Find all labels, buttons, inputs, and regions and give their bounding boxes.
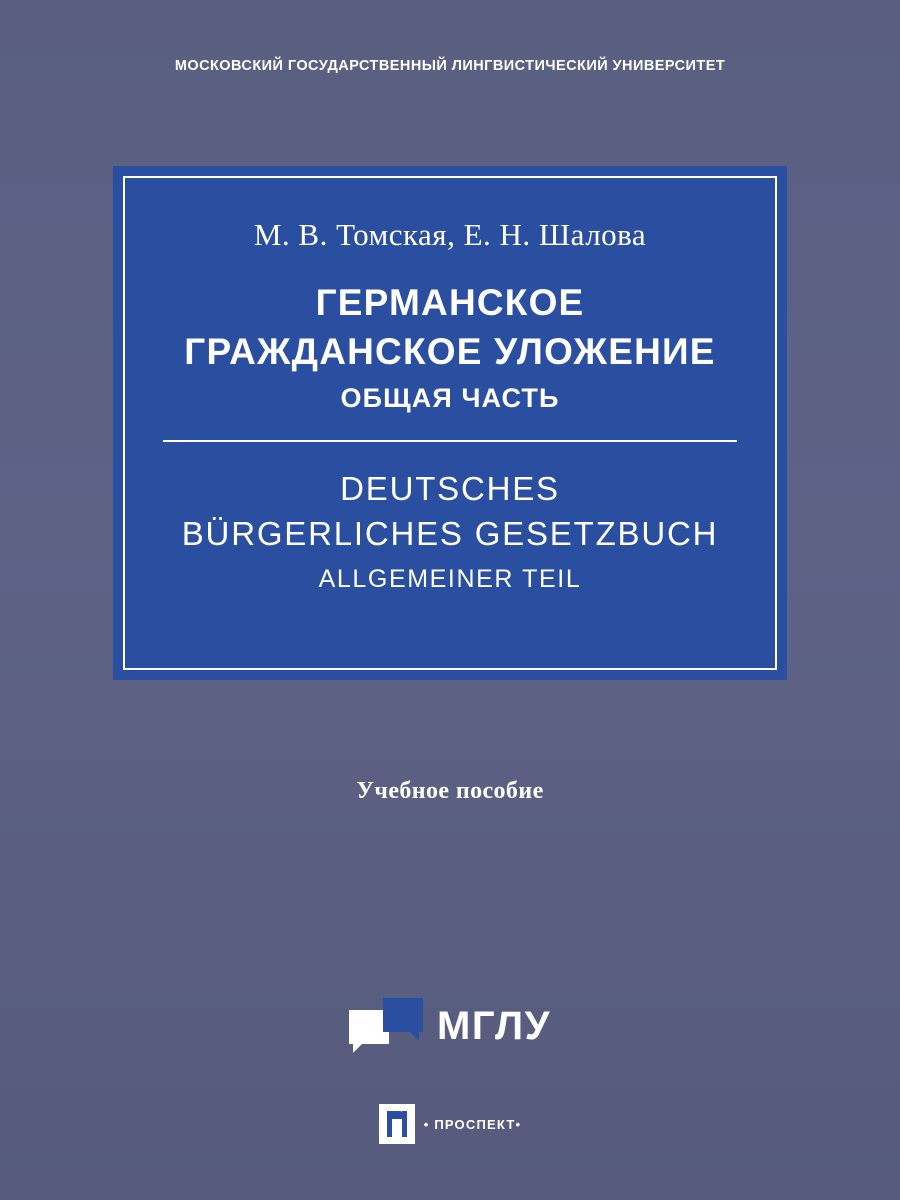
mglu-logo-text: МГЛУ [437, 1003, 551, 1048]
university-name: МОСКОВСКИЙ ГОСУДАРСТВЕННЫЙ ЛИНГВИСТИЧЕСКИЙ УНИВЕРСИТЕТ [174, 58, 726, 74]
book-subtitle-ru: ОБЩАЯ ЧАСТЬ [340, 382, 560, 413]
title-divider [163, 440, 737, 442]
title-block [113, 166, 787, 680]
publisher-name: • ПРОСПЕКТ• [423, 1116, 522, 1132]
authors: М. В. Томская, Е. Н. Шалова [253, 217, 647, 252]
book-title-ru-line1: ГЕРМАНСКОЕ [315, 282, 585, 323]
edition-type: Учебное пособие [356, 778, 544, 804]
mglu-logo [0, 998, 900, 1054]
publisher-logo [0, 1104, 900, 1144]
book-subtitle-de: ALLGEMEINER TEIL [318, 564, 582, 593]
book-title-de-line2: BÜRGERLICHES GESETZBUCH [181, 515, 719, 553]
book-title-ru-line2: ГРАЖДАНСКОЕ УЛОЖЕНИЕ [184, 330, 716, 372]
prospekt-logo-icon [379, 1104, 415, 1144]
mglu-quote-mark-icon [349, 998, 423, 1054]
book-title-de-line1: DEUTSCHES [340, 469, 560, 507]
